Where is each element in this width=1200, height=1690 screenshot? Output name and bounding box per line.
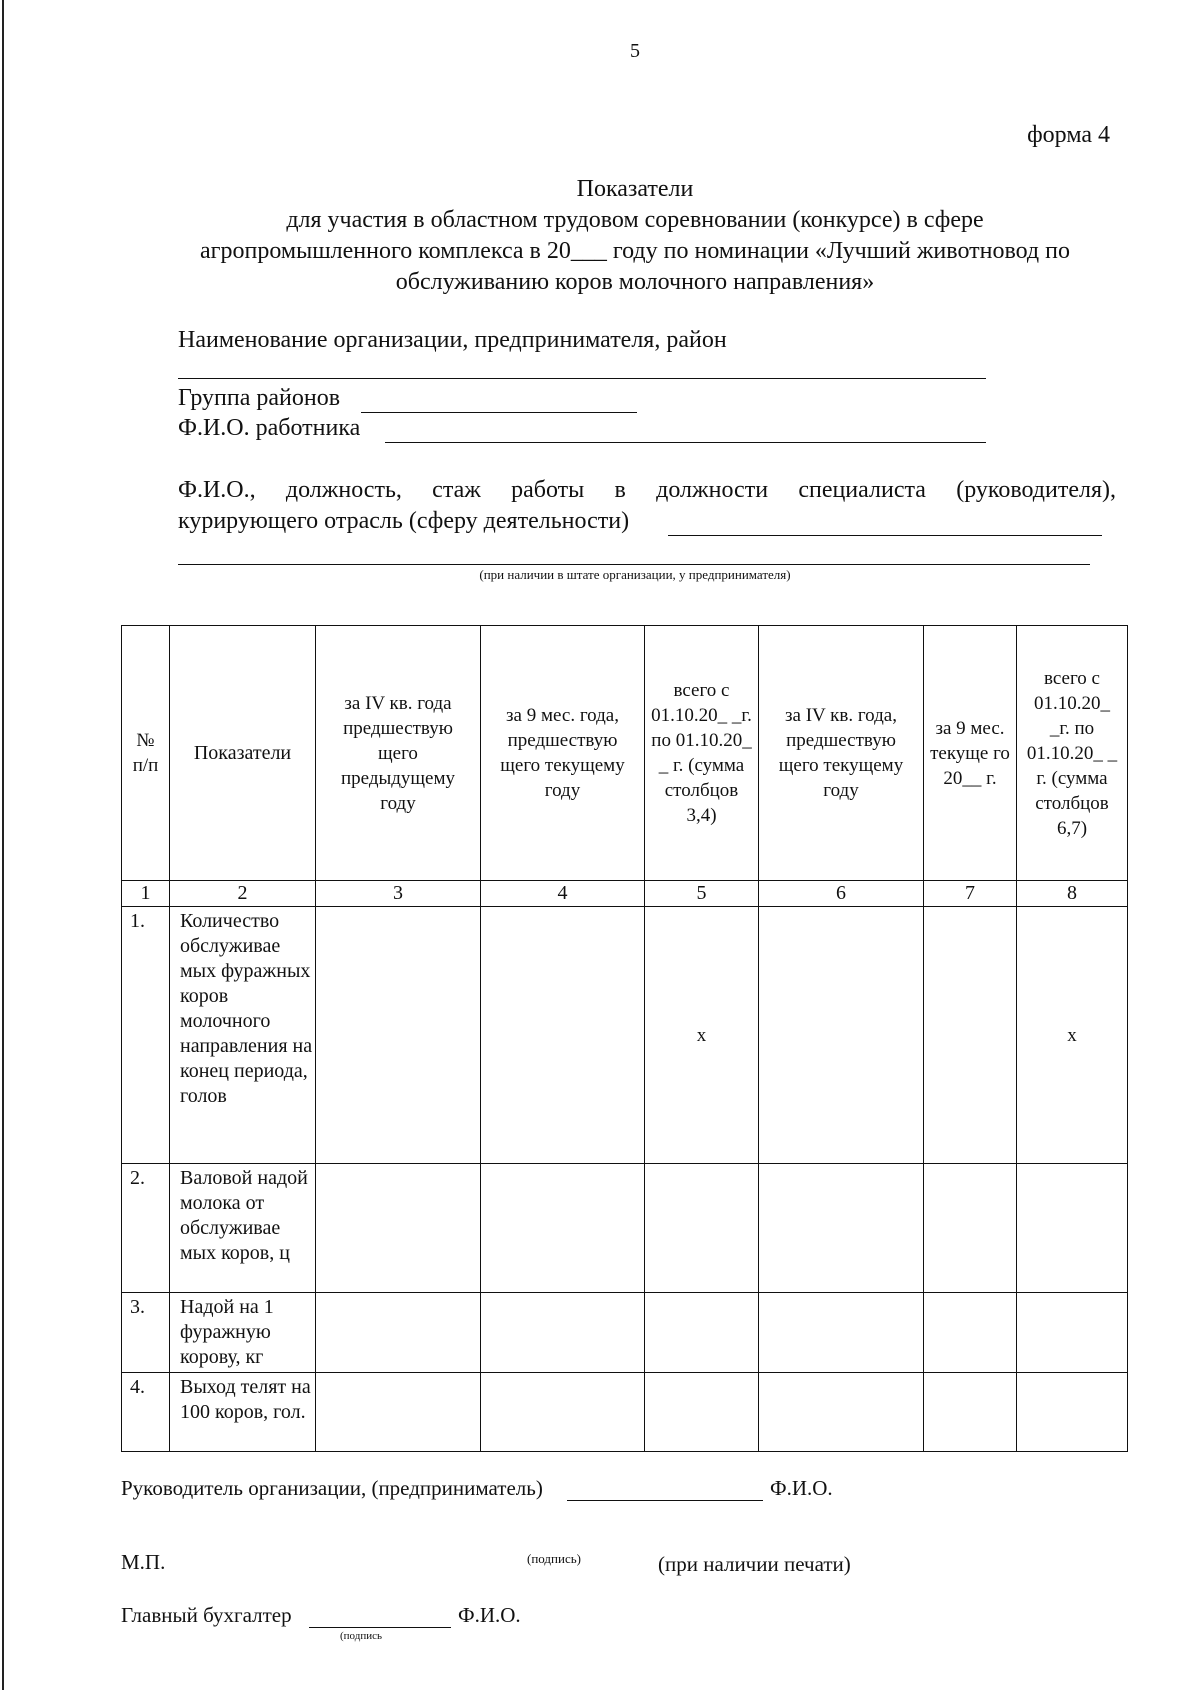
table-row (122, 907, 1128, 1164)
data-cell[interactable] (481, 907, 645, 1164)
header-num: № п/п (122, 626, 170, 881)
data-cell[interactable] (924, 1164, 1017, 1293)
column-number: 5 (645, 881, 759, 907)
data-cell[interactable] (316, 1293, 481, 1373)
specialist-input-line-2[interactable] (178, 564, 1090, 565)
worker-input-line[interactable] (385, 442, 986, 443)
data-cell[interactable] (924, 1293, 1017, 1373)
specialist-input-line[interactable] (668, 535, 1102, 536)
document-title (60, 174, 1200, 298)
data-cell[interactable] (759, 1373, 924, 1452)
header-col-3: за IV кв. года предшествую щего предыдущему году (316, 626, 481, 881)
indicators-table (121, 625, 1128, 1452)
data-cell[interactable] (316, 1164, 481, 1293)
org-input-line[interactable] (178, 378, 986, 379)
district-group-label: Группа районов (178, 385, 341, 411)
title-line-2: для участия в областном трудовом соревновании (конкурсе) в сфере (286, 207, 984, 233)
form-label: форма 4 (1027, 122, 1110, 148)
header-col-6: за IV кв. года, предшествую щего текущему году (759, 626, 924, 881)
column-number: 3 (316, 881, 481, 907)
column-number: 1 (122, 881, 170, 907)
specialist-label-line-2: курирующего отрасль (сферу деятельности) (178, 508, 630, 534)
row-indicator: Выход телят на 100 коров, гол. (170, 1373, 316, 1452)
data-cell-not-applicable: x (1017, 907, 1128, 1164)
data-cell[interactable] (316, 1373, 481, 1452)
row-number: 3. (122, 1293, 170, 1373)
data-cell[interactable] (645, 1373, 759, 1452)
mp-label: М.П. (121, 1550, 166, 1574)
data-cell[interactable] (645, 1164, 759, 1293)
head-fio: Ф.И.О. (770, 1476, 833, 1500)
data-cell-not-applicable: x (645, 907, 759, 1164)
column-number: 4 (481, 881, 645, 907)
data-cell[interactable] (1017, 1293, 1128, 1373)
header-col-5: всего с 01.10.20_ _г. по 01.10.20_ _ г. (сумма столбцов 3,4) (645, 626, 759, 881)
data-cell[interactable] (924, 907, 1017, 1164)
table-row (122, 1293, 1128, 1373)
title-line-4: обслуживанию коров молочного направления» (395, 269, 875, 295)
data-cell[interactable] (759, 907, 924, 1164)
data-cell[interactable] (1017, 1373, 1128, 1452)
column-numbers-row (122, 881, 1128, 907)
head-signature-line[interactable] (567, 1500, 763, 1501)
data-cell[interactable] (759, 1164, 924, 1293)
data-cell[interactable] (645, 1293, 759, 1373)
column-number: 8 (1017, 881, 1128, 907)
row-indicator: Количество обслуживае мых фуражных коров молочного направления на конец периода, голов (170, 907, 316, 1164)
accountant-fio: Ф.И.О. (458, 1603, 521, 1627)
table-header-row (122, 626, 1128, 881)
header-col-8: всего с 01.10.20_ _г. по 01.10.20_ _ г. (сумма столбцов 6,7) (1017, 626, 1128, 881)
column-number: 2 (170, 881, 316, 907)
worker-label: Ф.И.О. работника (178, 415, 361, 441)
data-cell[interactable] (1017, 1164, 1128, 1293)
row-indicator: Валовой надой молока от обслуживае мых коров, ц (170, 1164, 316, 1293)
header-indicator: Показатели (170, 626, 316, 881)
data-cell[interactable] (759, 1293, 924, 1373)
header-col-7: за 9 мес. текуще го 20__ г. (924, 626, 1017, 881)
signature-note: (подпись) (527, 1551, 581, 1566)
data-cell[interactable] (481, 1293, 645, 1373)
seal-note: (при наличии печати) (658, 1552, 851, 1576)
table-row (122, 1373, 1128, 1452)
title-line-1: Показатели (576, 176, 694, 202)
table-row (122, 1164, 1128, 1293)
header-col-4: за 9 мес. года, предшествую щего текущему году (481, 626, 645, 881)
page-left-edge (2, 0, 4, 1690)
column-number: 6 (759, 881, 924, 907)
data-cell[interactable] (481, 1164, 645, 1293)
row-number: 2. (122, 1164, 170, 1293)
row-number: 4. (122, 1373, 170, 1452)
specialist-note: (при наличии в штате организации, у предпринимателя) (479, 567, 791, 582)
org-label: Наименование организации, предпринимателя, район (178, 327, 727, 353)
data-cell[interactable] (481, 1373, 645, 1452)
accountant-label: Главный бухгалтер (121, 1603, 292, 1627)
data-cell[interactable] (924, 1373, 1017, 1452)
data-cell[interactable] (316, 907, 481, 1164)
title-line-3: агропромышленного комплекса в 20___ году по номинации «Лучший животновод по (200, 238, 1070, 264)
column-number: 7 (924, 881, 1017, 907)
accountant-signature-note: (подпись (340, 1630, 383, 1642)
row-number: 1. (122, 907, 170, 1164)
accountant-signature-line[interactable] (309, 1627, 451, 1628)
specialist-label-line-1: Ф.И.О., должность, стаж работы в должности специалиста (руководителя), (178, 477, 1116, 503)
district-group-input-line[interactable] (361, 412, 637, 413)
page-number: 5 (630, 40, 640, 62)
head-label: Руководитель организации, (предприниматель) (121, 1476, 543, 1500)
row-indicator: Надой на 1 фуражную корову, кг (170, 1293, 316, 1373)
